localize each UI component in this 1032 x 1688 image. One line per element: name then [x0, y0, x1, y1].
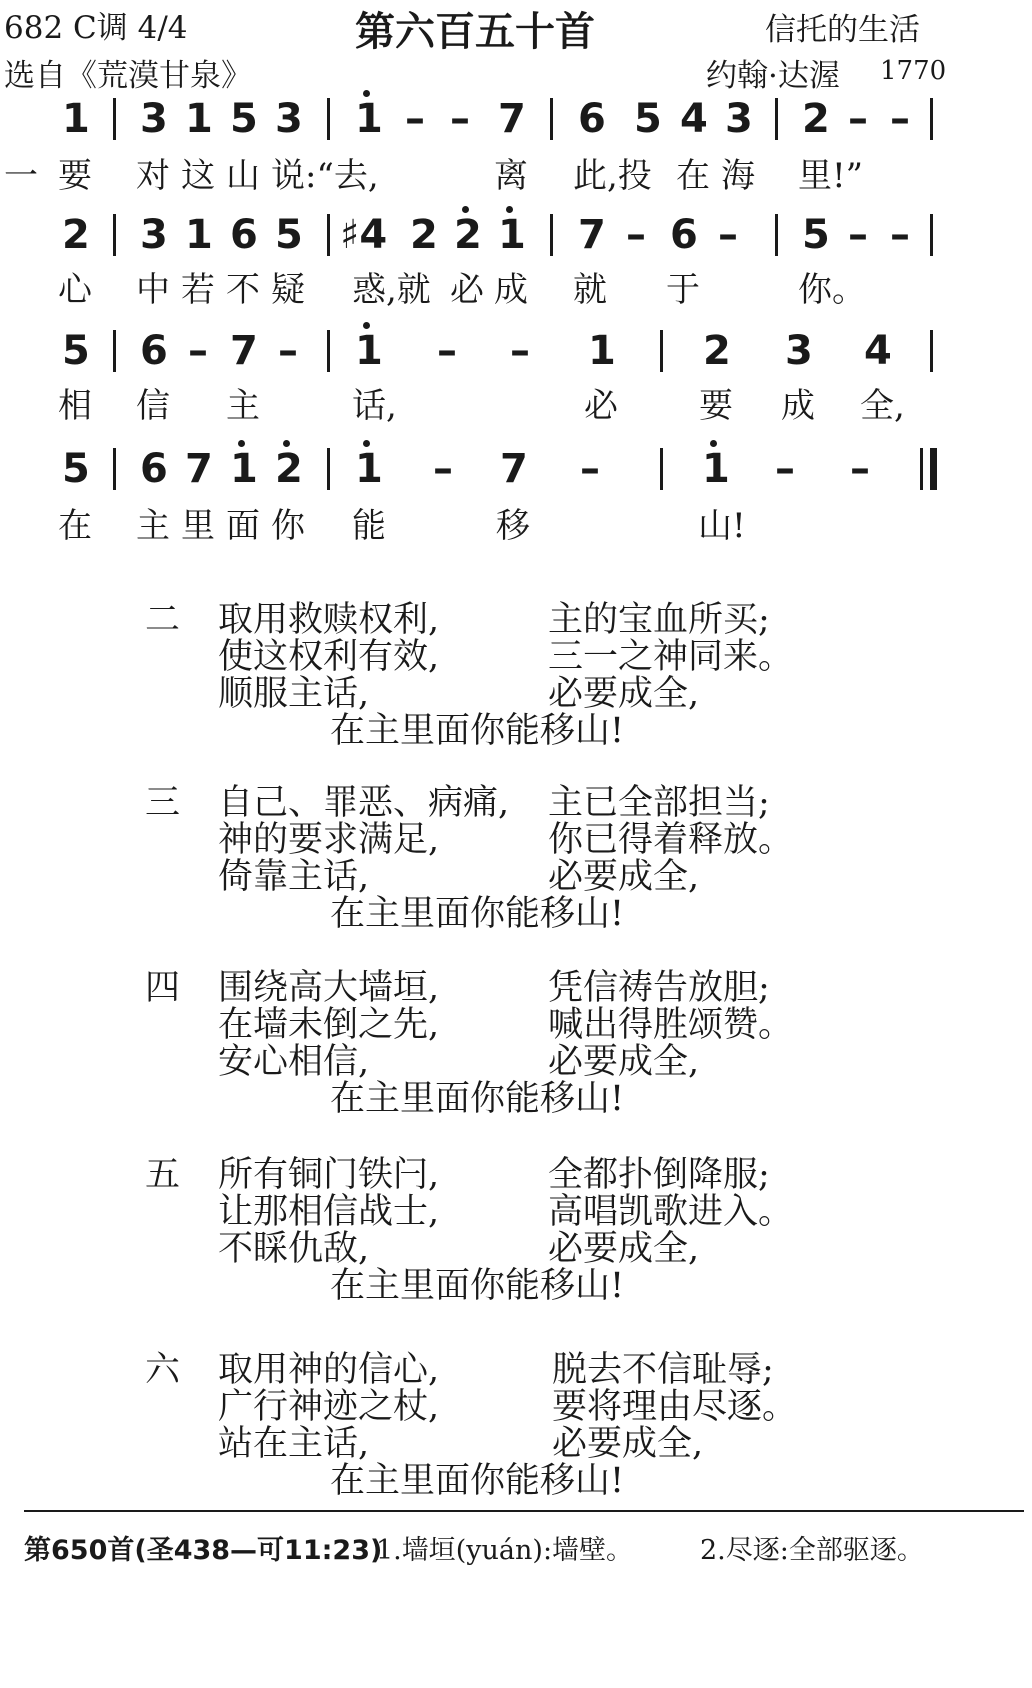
lyric: 要	[58, 156, 92, 196]
note: 4	[680, 96, 708, 142]
lyric: 此,投	[573, 156, 652, 196]
verse-number: 一	[4, 156, 38, 196]
verse-line: 不睬仇敌,	[218, 1229, 370, 1269]
lyric: 成	[781, 386, 815, 426]
note: 7	[500, 446, 528, 492]
verse-label: 六	[145, 1350, 181, 1390]
bar-line	[113, 330, 116, 372]
note: 2	[703, 328, 731, 374]
lyric: 要	[699, 386, 733, 426]
bar-line	[930, 98, 933, 140]
note: 1	[185, 96, 213, 142]
verse-line: 高唱凯歌进入。	[548, 1192, 794, 1232]
verse-line: 要将理由尽逐。	[552, 1387, 798, 1427]
verse-line: 站在主话,	[218, 1424, 370, 1464]
footer-reference: 第650首(圣438—可11:23)	[24, 1535, 383, 1566]
footer-divider	[24, 1510, 1024, 1512]
dash: –	[405, 96, 425, 142]
lyric: 相	[58, 386, 92, 426]
note: 2	[62, 212, 90, 258]
lyric: 面	[226, 506, 260, 546]
bar-line	[113, 98, 116, 140]
verse-line: 自己、罪恶、病痛,	[218, 783, 510, 823]
note: 3	[140, 96, 168, 142]
dash: –	[437, 328, 457, 374]
verse-line: 让那相信战士,	[218, 1192, 440, 1232]
lyric: 疑	[271, 270, 305, 310]
note-sharp: ♯4	[340, 212, 388, 258]
note: 5	[62, 328, 90, 374]
note: 5	[62, 446, 90, 492]
bar-line	[327, 98, 330, 140]
verse-line: 使这权利有效,	[218, 637, 440, 677]
verse-line: 你已得着释放。	[548, 820, 794, 860]
verse-line: 脱去不信耻辱;	[552, 1350, 774, 1390]
verse-label: 五	[145, 1155, 181, 1195]
verse-refrain: 在主里面你能移山!	[330, 1266, 625, 1306]
dash: –	[848, 96, 868, 142]
note: 2	[410, 212, 438, 258]
note: 3	[725, 96, 753, 142]
lyric: 在	[58, 506, 92, 546]
lyric: 在	[676, 156, 710, 196]
bar-line	[113, 448, 116, 490]
lyric: 中	[136, 270, 170, 310]
dash: –	[450, 96, 470, 142]
bar-line	[660, 330, 663, 372]
bar-line	[775, 214, 778, 256]
note: 6	[140, 328, 168, 374]
lyric: 山	[226, 156, 260, 196]
lyric: 海	[721, 156, 755, 196]
dash: –	[775, 446, 795, 492]
verse-refrain: 在主里面你能移山!	[330, 711, 625, 751]
verse-line: 安心相信,	[218, 1042, 370, 1082]
dash: –	[188, 328, 208, 374]
note: 7	[498, 96, 526, 142]
note: 1	[588, 328, 616, 374]
note: 1	[230, 446, 258, 492]
lyric: 能	[352, 506, 386, 546]
final-bar-thick	[930, 448, 937, 490]
bar-line	[930, 214, 933, 256]
note: 1	[185, 212, 213, 258]
verse-line: 必要成全,	[548, 857, 700, 897]
note: 6	[670, 212, 698, 258]
verse-refrain: 在主里面你能移山!	[330, 894, 625, 934]
lyric: 就	[573, 270, 607, 310]
dash: –	[848, 212, 868, 258]
verse-line: 主的宝血所买;	[548, 600, 770, 640]
verse-line: 喊出得胜颂赞。	[548, 1005, 794, 1045]
verse-line: 必要成全,	[548, 674, 700, 714]
hymn-category: 信托的生活	[765, 12, 920, 48]
note: 3	[140, 212, 168, 258]
verse-line: 顺服主话,	[218, 674, 370, 714]
bar-line	[550, 214, 553, 256]
note: 7	[185, 446, 213, 492]
dash: –	[626, 212, 646, 258]
footer-note-1: 1.墙垣(yuán):墙壁。	[376, 1535, 634, 1566]
lyric: 说:“去,	[271, 156, 379, 196]
bar-line	[327, 214, 330, 256]
verse-line: 必要成全,	[548, 1229, 700, 1269]
note: 6	[578, 96, 606, 142]
hymn-author: 约翰·达渥	[706, 58, 840, 94]
lyric: 离	[494, 156, 528, 196]
bar-line	[327, 448, 330, 490]
bar-line	[775, 98, 778, 140]
lyric: 全,	[860, 386, 905, 426]
verse-line: 所有铜门铁闩,	[218, 1155, 440, 1195]
dash: –	[433, 446, 453, 492]
note: 5	[275, 212, 303, 258]
verse-refrain: 在主里面你能移山!	[330, 1461, 625, 1501]
verse-line: 取用神的信心,	[218, 1350, 440, 1390]
lyric: 你。	[798, 270, 866, 310]
lyric: 你	[271, 506, 305, 546]
lyric: 山!	[698, 506, 746, 546]
dash: –	[278, 328, 298, 374]
note: 1	[355, 328, 383, 374]
verse-line: 主已全部担当;	[548, 783, 770, 823]
lyric: 主	[226, 386, 260, 426]
note: 2	[454, 212, 482, 258]
note: 7	[230, 328, 258, 374]
note: 1	[498, 212, 526, 258]
lyric: 移	[496, 506, 530, 546]
lyric: 信	[136, 386, 170, 426]
note: 2	[802, 96, 830, 142]
bar-line	[550, 98, 553, 140]
dash: –	[890, 212, 910, 258]
verse-label: 三	[145, 783, 181, 823]
verse-line: 围绕高大墙垣,	[218, 968, 440, 1008]
lyric: 于	[666, 270, 700, 310]
hymn-number-key-time: 682 C调 4/4	[4, 10, 188, 46]
note: 7	[578, 212, 606, 258]
verse-line: 必要成全,	[552, 1424, 704, 1464]
note: 4	[864, 328, 892, 374]
lyric: 这	[181, 156, 215, 196]
verse-label: 二	[145, 600, 181, 640]
verse-line: 三一之神同来。	[548, 637, 794, 677]
verse-line: 广行神迹之杖,	[218, 1387, 440, 1427]
verse-refrain: 在主里面你能移山!	[330, 1079, 625, 1119]
note: 3	[785, 328, 813, 374]
verse-line: 必要成全,	[548, 1042, 700, 1082]
lyric: 话,	[352, 386, 397, 426]
verse-label: 四	[145, 968, 181, 1008]
bar-line	[113, 214, 116, 256]
note: 2	[275, 446, 303, 492]
note: 3	[275, 96, 303, 142]
dash: –	[890, 96, 910, 142]
dash: –	[850, 446, 870, 492]
verse-line: 神的要求满足,	[218, 820, 440, 860]
note: 6	[230, 212, 258, 258]
footer-note-2: 2.尽逐:全部驱逐。	[700, 1535, 924, 1566]
note: 5	[230, 96, 258, 142]
dash: –	[718, 212, 738, 258]
note: 1	[62, 96, 90, 142]
page-title: 第六百五十首	[355, 8, 595, 55]
verse-line: 取用救赎权利,	[218, 600, 440, 640]
lyric: 不	[226, 270, 260, 310]
lyric: 必	[450, 270, 484, 310]
verse-line: 凭信祷告放胆;	[548, 968, 770, 1008]
hymn-source: 选自《荒漠甘泉》	[4, 58, 252, 94]
dash: –	[580, 446, 600, 492]
lyric: 里	[181, 506, 215, 546]
bar-line	[660, 448, 663, 490]
note: 1	[702, 446, 730, 492]
lyric: 惑,就	[352, 270, 431, 310]
bar-line	[327, 330, 330, 372]
note: 1	[355, 446, 383, 492]
lyric: 对	[136, 156, 170, 196]
lyric: 心	[58, 270, 92, 310]
lyric: 必	[584, 386, 618, 426]
note: 1	[355, 96, 383, 142]
lyric: 里!”	[798, 156, 864, 196]
bar-line	[930, 330, 933, 372]
note: 6	[140, 446, 168, 492]
note: 5	[802, 212, 830, 258]
note: 5	[634, 96, 662, 142]
verse-line: 全都扑倒降服;	[548, 1155, 770, 1195]
verse-line: 倚靠主话,	[218, 857, 370, 897]
dash: –	[510, 328, 530, 374]
final-bar-thin	[920, 448, 923, 490]
lyric: 成	[494, 270, 528, 310]
lyric: 若	[181, 270, 215, 310]
hymn-year: 1770	[880, 56, 947, 86]
lyric: 主	[136, 506, 170, 546]
verse-line: 在墙未倒之先,	[218, 1005, 440, 1045]
